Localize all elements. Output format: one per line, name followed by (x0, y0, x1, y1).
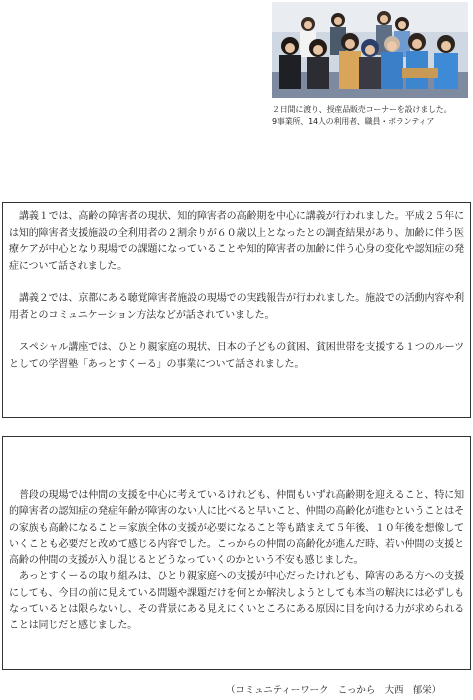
author-signature: （コミュニティーワーク こっから 大西 郁栄） (225, 685, 441, 696)
special-lecture-paragraph: スペシャル講座では、ひとり親家庭の現状、日本の子どもの貧困、貧困世帯を支援する１つのルーツとしての学習塾「あっとすくーる」の事業について話されました。 (9, 342, 464, 370)
lecture1-paragraph: 講義１では、高齢の障害者の現状、知的障害者の高齢期を中心に講義が行われました。平成２５年には知的障害者支援施設の全利用者の２割余りが６０歳以上となったとの調査結果があり、加齢に伴う医療ケアが中心となり現場での課題になっていることや知的障害者の加齢に伴う心身の変化や認知症の発症について話されました。 (9, 211, 464, 272)
lecture2-paragraph: 講義２では、京都にある聴覚障害者施設の現場での実践報告が行われました。施設での活動内容や利用者とのコミュニケーション方法などが話されていました。 (9, 293, 464, 321)
caption-line-2: 9事業所、14人の利用者、職員・ボランティア (272, 117, 435, 126)
reflection-paragraph-1: 普段の現場では仲間の支援を中心に考えているけれども、仲間もいずれ高齢期を迎えること、特に知的障害者の認知症の発症年齢が障害のない人に比べると早いこと、仲間の高齢化が進むということはその家族も高齢になること＝家族全体の支援が必要になること等も踏まえて５年後、１０年後を想像していくことも必要だと改めて感じる内容でした。こっからの仲間の高齢化が進んだ時、若い仲間の支援と高齢の仲間の支援が入り混じるとどうなっていくのかという不安も感じました。 (9, 490, 464, 567)
reflection-paragraph-2: あっとすくーるの取り組みは、ひとり親家庭への支援が中心だったけれども、障害のある方への支援にしても、今目の前に見えている問題や課題だけを何とか解決しようとしても本当の解決には必ずしもなっているとは限らないし、その背景にある見えにくいところにある原因に目を向ける力が求められることは同じだと感じました。 (9, 571, 464, 632)
reflection-box (2, 436, 471, 670)
group-photo (272, 2, 468, 98)
photo-caption (272, 104, 472, 128)
lecture-summary-box (2, 202, 471, 418)
caption-line-1: ２日間に渡り、授産品販売コーナーを設けました。 (272, 105, 452, 114)
